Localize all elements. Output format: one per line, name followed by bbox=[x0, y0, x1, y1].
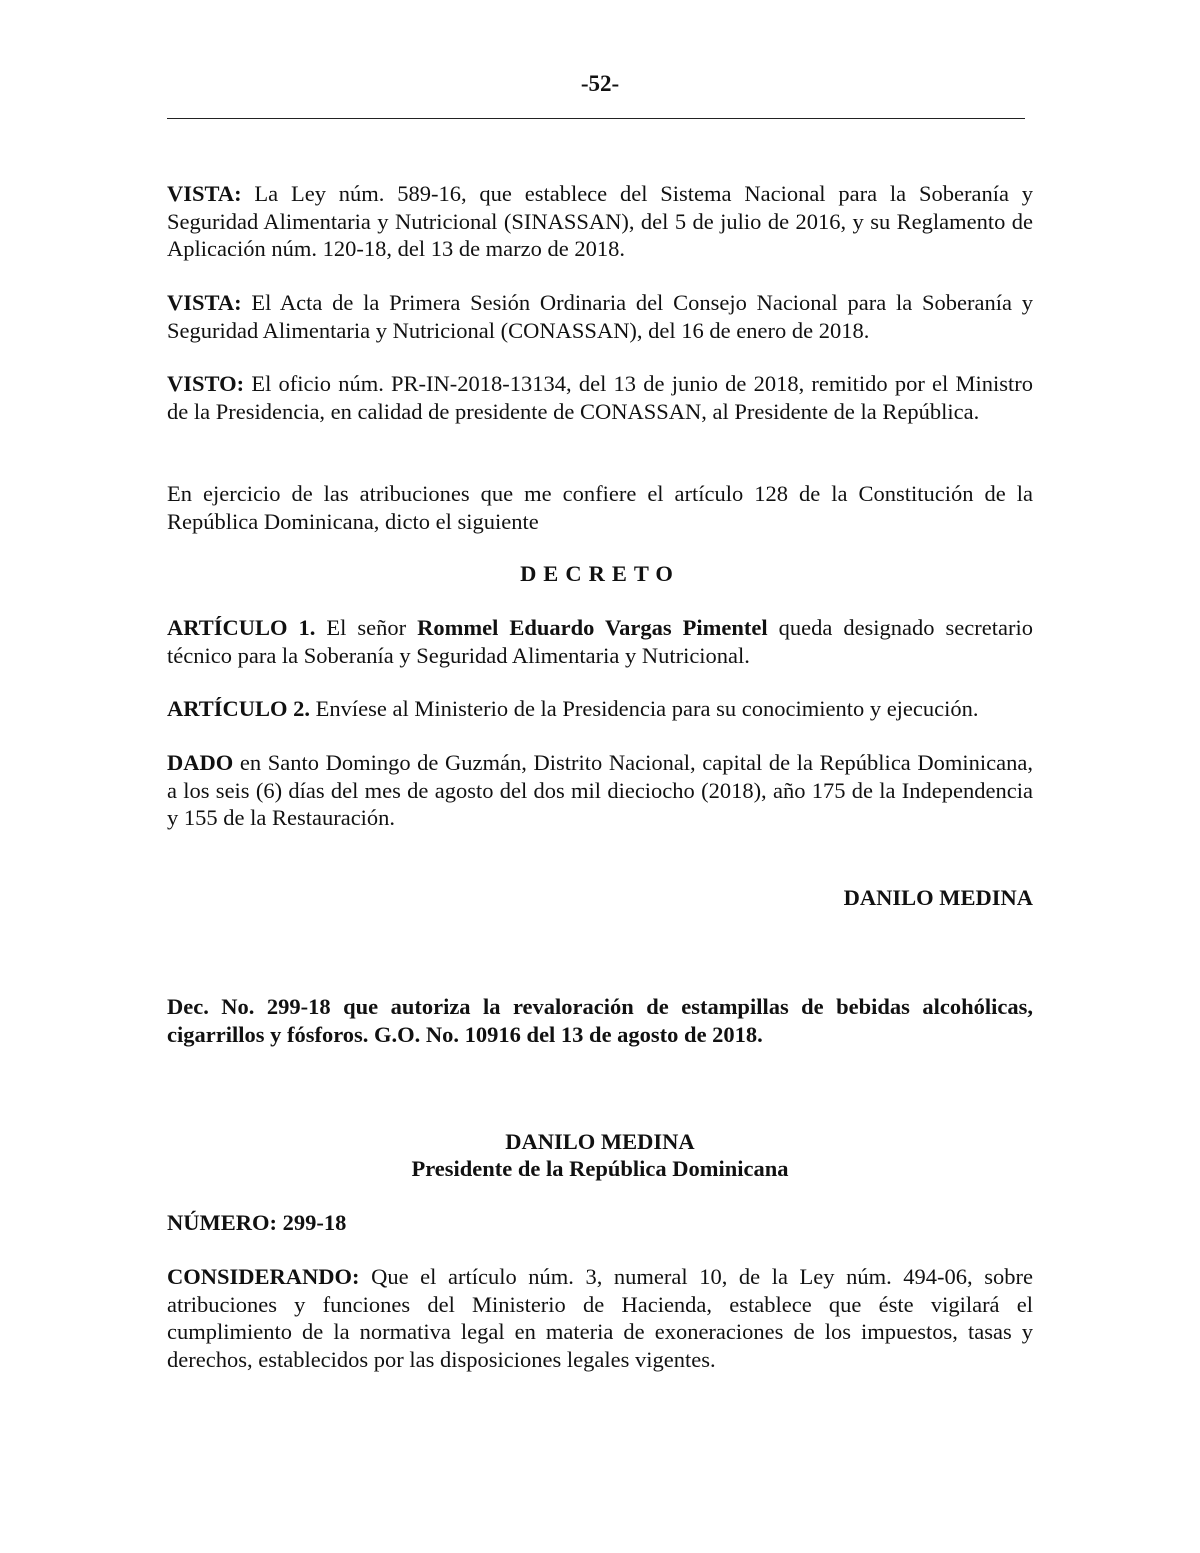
visto-text: El oficio núm. PR-IN-2018-13134, del 13 de junio de 2018, remitido por el Ministro de la Presidencia, en calidad de presidente de CONASSAN, al Presidente de la República. bbox=[167, 371, 1033, 424]
dado-label: DADO bbox=[167, 750, 234, 775]
articulo-1-text-b: queda designado secretario técnico para la Soberanía y Seguridad Alimentaria y Nutricional. bbox=[167, 615, 1033, 668]
articulo-2-label: ARTÍCULO 2. bbox=[167, 696, 310, 721]
header-rule bbox=[167, 118, 1025, 119]
articulo-1-text-a: El señor bbox=[315, 615, 418, 640]
articulo-1-paragraph bbox=[167, 614, 1033, 669]
considerando-label: CONSIDERANDO: bbox=[167, 1264, 360, 1289]
articulo-2-paragraph bbox=[167, 695, 1033, 723]
articulo-2-text: Envíese al Ministerio de la Presidencia para su conocimiento y ejecución. bbox=[309, 696, 979, 721]
president-name: DANILO MEDINA bbox=[505, 1129, 695, 1154]
signature: DANILO MEDINA bbox=[843, 885, 1033, 910]
ejercicio-paragraph: En ejercicio de las atribuciones que me confiere el artículo 128 de la Constitución de la República Dominicana, dicto el siguiente bbox=[167, 481, 1033, 534]
page-number: -52- bbox=[580, 71, 620, 96]
visto-oficio-paragraph bbox=[167, 370, 1033, 425]
dado-paragraph bbox=[167, 749, 1033, 832]
vista-ley-589-16-paragraph bbox=[167, 180, 1033, 263]
considerando-text: Que el artículo núm. 3, numeral 10, de la Ley núm. 494-06, sobre atribuciones y funciones del Ministerio de Hacienda, establece que éste vigilará el cumplimiento de la normativa legal en materia de exoneraciones de los impuestos, tasas y derechos, establecidos por las disposiciones legales vigentes. bbox=[167, 1264, 1033, 1372]
considerando-paragraph bbox=[167, 1263, 1033, 1373]
decree-299-18-title: Dec. No. 299-18 que autoriza la revaloración de estampillas de bebidas alcohólicas, cigarrillos y fósforos. G.O. No. 10916 del 13 de agosto de 2018. bbox=[167, 994, 1033, 1047]
president-title: Presidente de la República Dominicana bbox=[411, 1156, 789, 1181]
decreto-heading: DECRETO bbox=[520, 561, 680, 586]
vista-label: VISTA: bbox=[167, 290, 242, 315]
vista-text: El Acta de la Primera Sesión Ordinaria del Consejo Nacional para la Soberanía y Seguridad Alimentaria y Nutricional (CONASSAN), del 16 de enero de 2018. bbox=[167, 290, 1033, 343]
dado-text: en Santo Domingo de Guzmán, Distrito Nacional, capital de la República Dominicana, a los seis (6) días del mes de agosto del dos mil dieciocho (2018), año 175 de la Independencia y 155 de la Restauración. bbox=[167, 750, 1033, 830]
visto-label: VISTO: bbox=[167, 371, 245, 396]
decree-number: NÚMERO: 299-18 bbox=[167, 1210, 347, 1235]
vista-label: VISTA: bbox=[167, 181, 242, 206]
articulo-1-label: ARTÍCULO 1. bbox=[167, 615, 316, 640]
designated-person-name: Rommel Eduardo Vargas Pimentel bbox=[417, 615, 768, 640]
vista-text: La Ley núm. 589-16, que establece del Sistema Nacional para la Soberanía y Seguridad Alimentaria y Nutricional (SINASSAN), del 5 de julio de 2016, y su Reglamento de Aplicación núm. 120-18, del 13 de marzo de 2018. bbox=[167, 181, 1033, 261]
vista-acta-paragraph bbox=[167, 289, 1033, 344]
